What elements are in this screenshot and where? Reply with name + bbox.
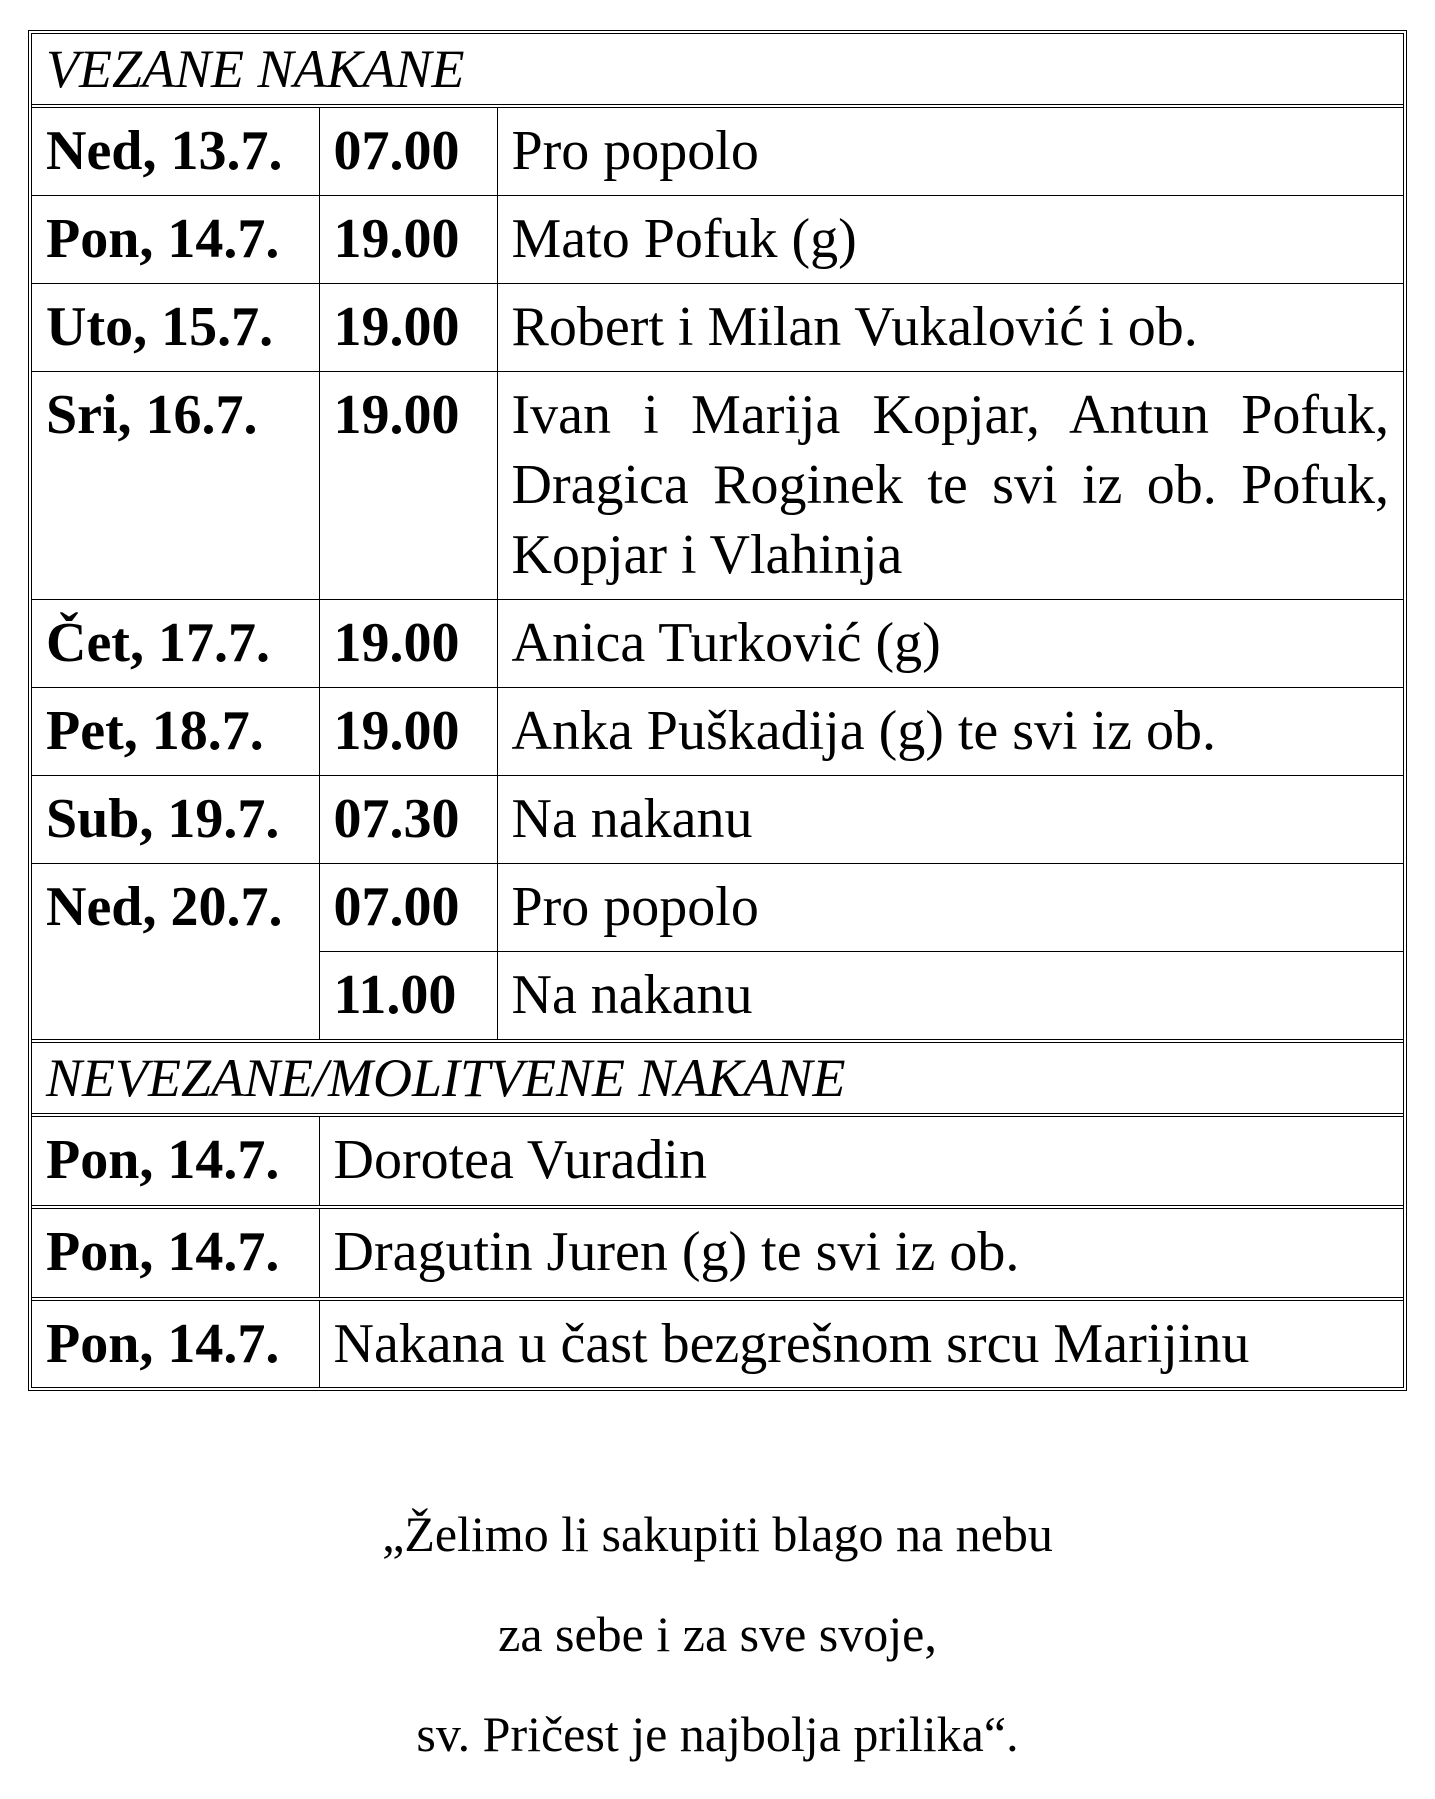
intention-cell: Nakana u čast bezgrešnom srcu Marijinu [319,1299,1403,1387]
day-cell: Pon, 14.7. [32,195,319,283]
intention-cell: Anka Puškadija (g) te svi iz ob. [497,687,1403,775]
table-row [32,1299,1403,1387]
bound-section-title: VEZANE NAKANE [32,34,1403,106]
intentions-table [32,34,1403,1387]
day-cell: Uto, 15.7. [32,283,319,371]
quote-line: za sebe i za sve svoje, [498,1606,937,1662]
intention-cell: Anica Turković (g) [497,599,1403,687]
table-row [32,599,1403,687]
day-cell: Pet, 18.7. [32,687,319,775]
time-cell: 19.00 [319,371,497,599]
day-cell: Pon, 14.7. [32,1207,319,1299]
intention-cell: Robert i Milan Vukalović i ob. [497,283,1403,371]
table-row [32,1115,1403,1207]
intention-cell: Ivan i Marija Kopjar, Antun Pofuk, Dragica Roginek te svi iz ob. Pofuk, Kopjar i Vlahinja [497,371,1403,599]
day-cell: Pon, 14.7. [32,1299,319,1387]
time-cell: 11.00 [319,951,497,1041]
intention-cell: Pro popolo [497,863,1403,951]
day-cell: Čet, 17.7. [32,599,319,687]
time-cell: 19.00 [319,599,497,687]
intention-cell: Na nakanu [497,951,1403,1041]
time-cell: 19.00 [319,283,497,371]
quote-line: sv. Pričest je najbolja prilika“. [416,1706,1019,1762]
time-cell: 07.30 [319,775,497,863]
intentions-table-frame [28,30,1407,1391]
intention-cell: Na nakanu [497,775,1403,863]
day-cell: Sub, 19.7. [32,775,319,863]
day-cell: Ned, 13.7. [32,106,319,195]
table-row [32,371,1403,599]
day-cell: Ned, 20.7. [32,863,319,1041]
table-row [32,1207,1403,1299]
table-row [32,775,1403,863]
table-row [32,195,1403,283]
closing-quote [0,1484,1435,1784]
quote-line: „Želimo li sakupiti blago na nebu [382,1506,1053,1562]
table-row [32,283,1403,371]
table-row [32,687,1403,775]
time-cell: 07.00 [319,106,497,195]
time-cell: 19.00 [319,195,497,283]
intention-cell: Dorotea Vuradin [319,1115,1403,1207]
unbound-section-title: NEVEZANE/MOLITVENE NAKANE [32,1041,1403,1115]
day-cell: Pon, 14.7. [32,1115,319,1207]
time-cell: 19.00 [319,687,497,775]
table-row [32,106,1403,195]
table-row [32,863,1403,951]
day-cell: Sri, 16.7. [32,371,319,599]
intention-cell: Dragutin Juren (g) te svi iz ob. [319,1207,1403,1299]
intention-cell: Mato Pofuk (g) [497,195,1403,283]
time-cell: 07.00 [319,863,497,951]
intention-cell: Pro popolo [497,106,1403,195]
